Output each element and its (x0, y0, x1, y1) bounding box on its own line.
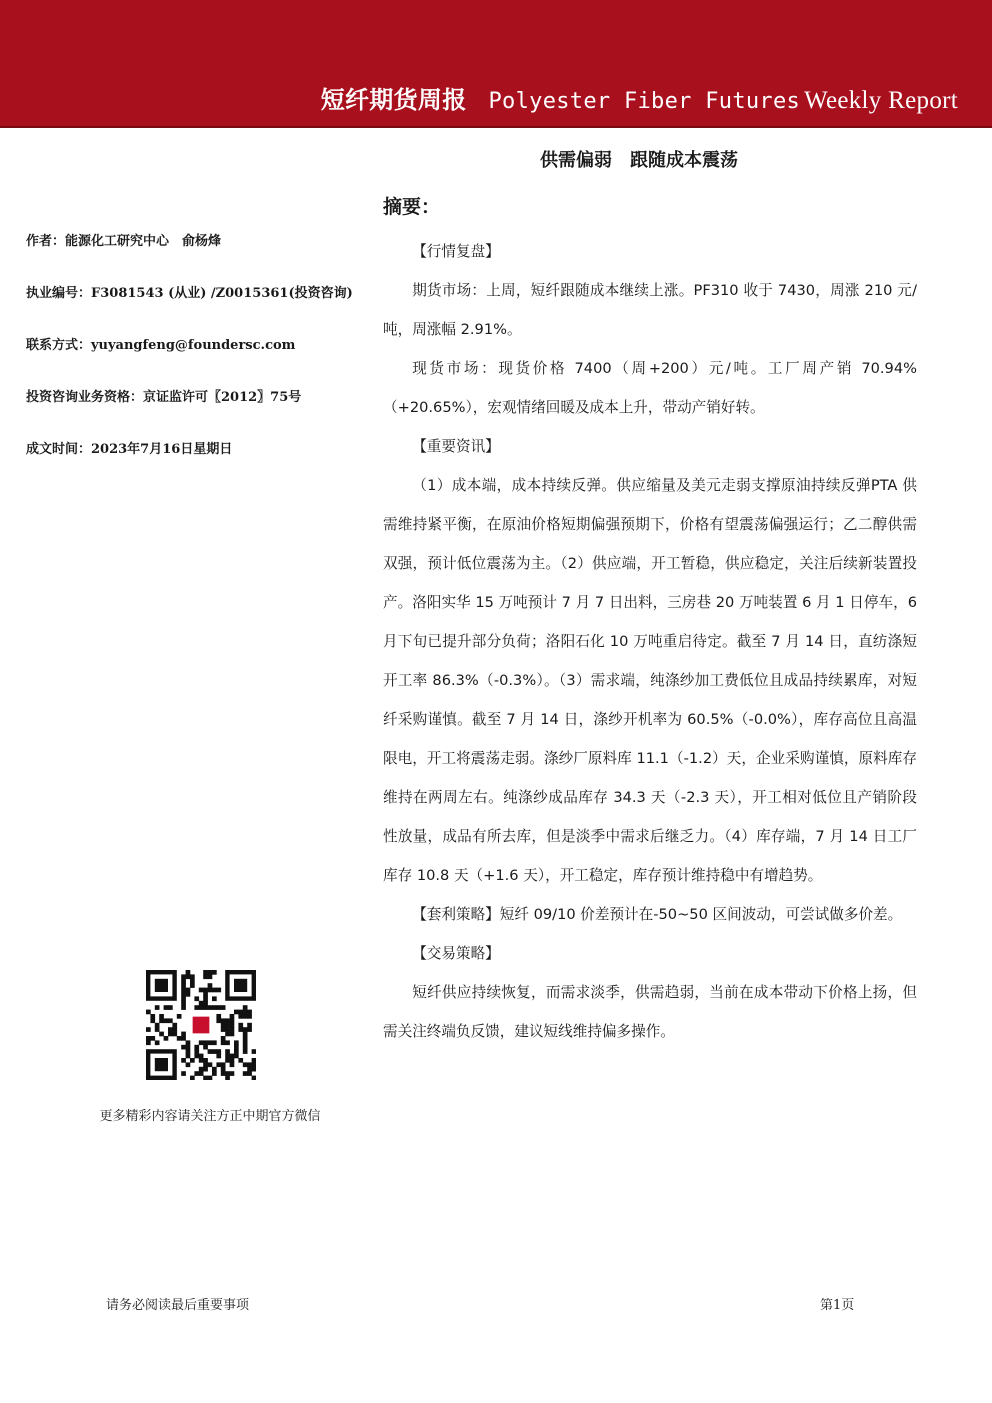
publish-date: 成文时间：2023年7月16日星期日 (26, 442, 233, 457)
section-heading-news: 【重要资讯】 (412, 438, 500, 455)
paragraph-arbitrage: 【套利策略】短纤 09/10 价差预计在-50~50 区间波动，可尝试做多价差。 (412, 906, 903, 923)
header-divider (0, 126, 992, 128)
footer-notice: 请务必阅读最后重要事项 (106, 1298, 250, 1313)
report-title (321, 80, 958, 115)
qr-code-graphic (146, 970, 256, 1080)
qualification: 投资咨询业务资格：京证监许可〖2012〗75号 (26, 390, 302, 405)
report-title-en-2: Weekly Report (804, 87, 958, 114)
license-number: 执业编号：F3081543 (从业) /Z0015361(投资咨询) (26, 286, 353, 301)
qr-code-icon (146, 970, 256, 1080)
document-title: 供需偏弱 跟随成本震荡 (540, 150, 738, 171)
author: 作者：能源化工研究中心 俞杨烽 (26, 234, 222, 249)
author-info (26, 233, 366, 493)
paragraph-news: （1）成本端，成本持续反弹。供应缩量及美元走弱支撑原油持续反弹PTA 供需维持紧平衡，在原油价格短期偏强预期下，价格有望震荡偏强运行；乙二醇供需双强，预计低位震荡为主。（2）供应端，开工暂稳，供应稳定，关注后续新装置投产。洛阳实华 15 万吨预计 7 月 7 日出料，三房巷 20 万吨装置 6 月 1 日停车，6 月下旬已提升部分负荷；洛阳石化 10 万吨重启待定。截至 7 月 14 日，直纺涤短开工率 86.3%（-0.3%）。（3）需求端，纯涤纱加工费低位且成品持续累库，对短纤采购谨慎。截至 7 月 14 日，涤纱开机率为 60.5%（-0.0%），库存高位且高温限电，开工将震荡走弱。涤纱厂原料库 11.1（-1.2）天，企业采购谨慎，原料库存维持在两周左右。纯涤纱成品库存 34.3 天（-2.3 天），开工相对低位且产销阶段性放量，成品有所去库，但是淡季中需求后继乏力。（4）库存端，7 月 14 日工厂库存 10.8 天（+1.6 天），开工稳定，库存预计维持稳中有增趋势。 (383, 477, 917, 884)
paragraph-futures: 期货市场：上周，短纤跟随成本继续上涨。PF310 收于 7430，周涨 210 元/吨，周涨幅 2.91%。 (383, 282, 917, 338)
paragraph-spot: 现货市场：现货价格 7400（周+200）元/吨。工厂周产销 70.94%（+20.65%），宏观情绪回暖及成本上升，带动产销好转。 (383, 360, 917, 416)
page-number: 第1页 (820, 1298, 855, 1313)
report-title-en-1: Polyester Fiber Futures (488, 89, 801, 114)
contact-email: 联系方式：yuyangfeng@foundersc.com (26, 338, 296, 353)
abstract-label: 摘要： (383, 196, 441, 218)
report-title-cn: 短纤期货周报 (320, 86, 467, 114)
abstract-body (383, 232, 917, 1051)
paragraph-trade: 短纤供应持续恢复，而需求淡季，供需趋弱，当前在成本带动下价格上扬，但需关注终端负反馈，建议短线维持偏多操作。 (383, 984, 917, 1040)
qr-caption: 更多精彩内容请关注方正中期官方微信 (99, 1109, 321, 1124)
section-heading-market: 【行情复盘】 (412, 243, 500, 260)
section-heading-trade: 【交易策略】 (412, 945, 500, 962)
